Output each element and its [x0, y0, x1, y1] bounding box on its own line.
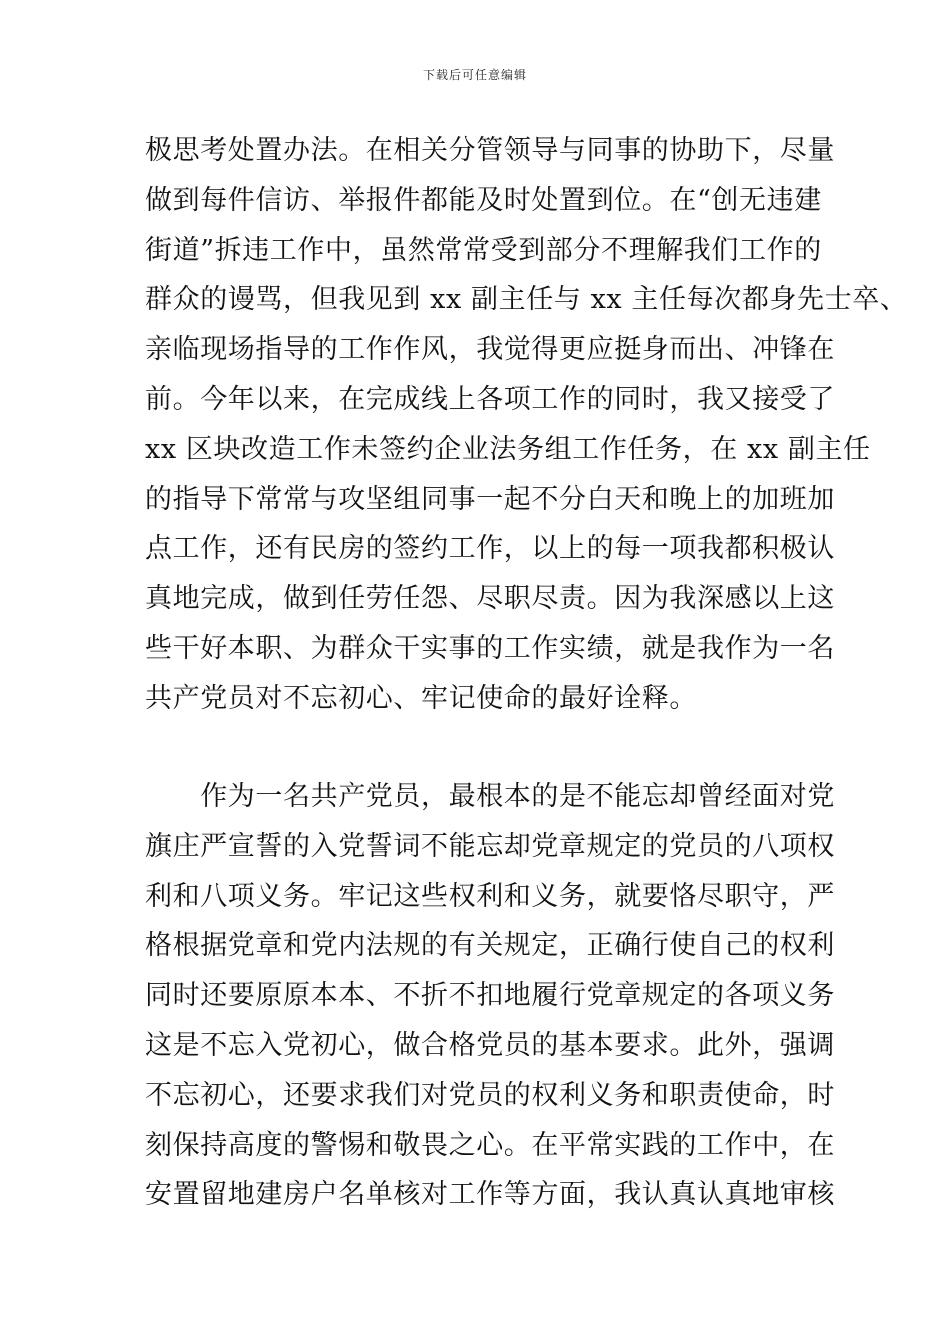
text-line: 的指导下常常与攻坚组同事一起不分白天和晚上的加班加	[145, 483, 835, 515]
text-line: 不忘初心，还要求我们对党员的权利义务和职责使命，时	[145, 1079, 835, 1111]
text-line: 群众的谩骂，但我见到 xx 副主任与 xx 主任每次都身先士卒、	[145, 284, 908, 316]
text-line: 刻保持高度的警惕和敬畏之心。在平常实践的工作中，在	[145, 1129, 835, 1161]
text-line: 些干好本职、为群众干实事的工作实绩，就是我作为一名	[145, 632, 835, 664]
text-line: 这是不忘入党初心，做合格党员的基本要求。此外，强调	[145, 1029, 835, 1061]
text-line: 前。今年以来，在完成线上各项工作的同时，我又接受了	[145, 383, 835, 415]
text-line: 旗庄严宣誓的入党誓词不能忘却党章规定的党员的八项权	[145, 830, 835, 862]
text-line: 亲临现场指导的工作作风，我觉得更应挺身而出、冲锋在	[145, 334, 835, 366]
text-line: 共产党员对不忘初心、牢记使命的最好诠释。	[145, 682, 697, 714]
text-line: 真地完成，做到任劳任怨、尽职尽责。因为我深感以上这	[145, 583, 835, 615]
text-line: 安置留地建房户名单核对工作等方面，我认真认真地审核	[145, 1179, 835, 1211]
text-line: 极思考处置办法。在相关分管领导与同事的协助下，尽量	[145, 135, 835, 166]
text-line: 格根据党章和党内法规的有关规定，正确行使自己的权利	[145, 930, 835, 962]
text-line: 作为一名共产党员，最根本的是不能忘却曾经面对党	[145, 781, 835, 812]
text-line: xx 区块改造工作未签约企业法务组工作任务，在 xx 副主任	[145, 433, 871, 465]
text-line: 点工作，还有民房的签约工作，以上的每一项我都积极认	[145, 533, 835, 565]
text-line: 利和八项义务。牢记这些权利和义务，就要恪尽职守，严	[145, 880, 835, 912]
text-line: 同时还要原原本本、不折不扣地履行党章规定的各项义务	[145, 980, 835, 1012]
text-line: 做到每件信访、举报件都能及时处置到位。在“创无违建	[145, 184, 822, 216]
header-note: 下载后可任意编辑	[422, 68, 527, 82]
paragraph	[145, 772, 835, 1220]
paragraph	[145, 126, 908, 724]
text-line: 街道”拆违工作中，虽然常常受到部分不理解我们工作的	[145, 234, 822, 266]
